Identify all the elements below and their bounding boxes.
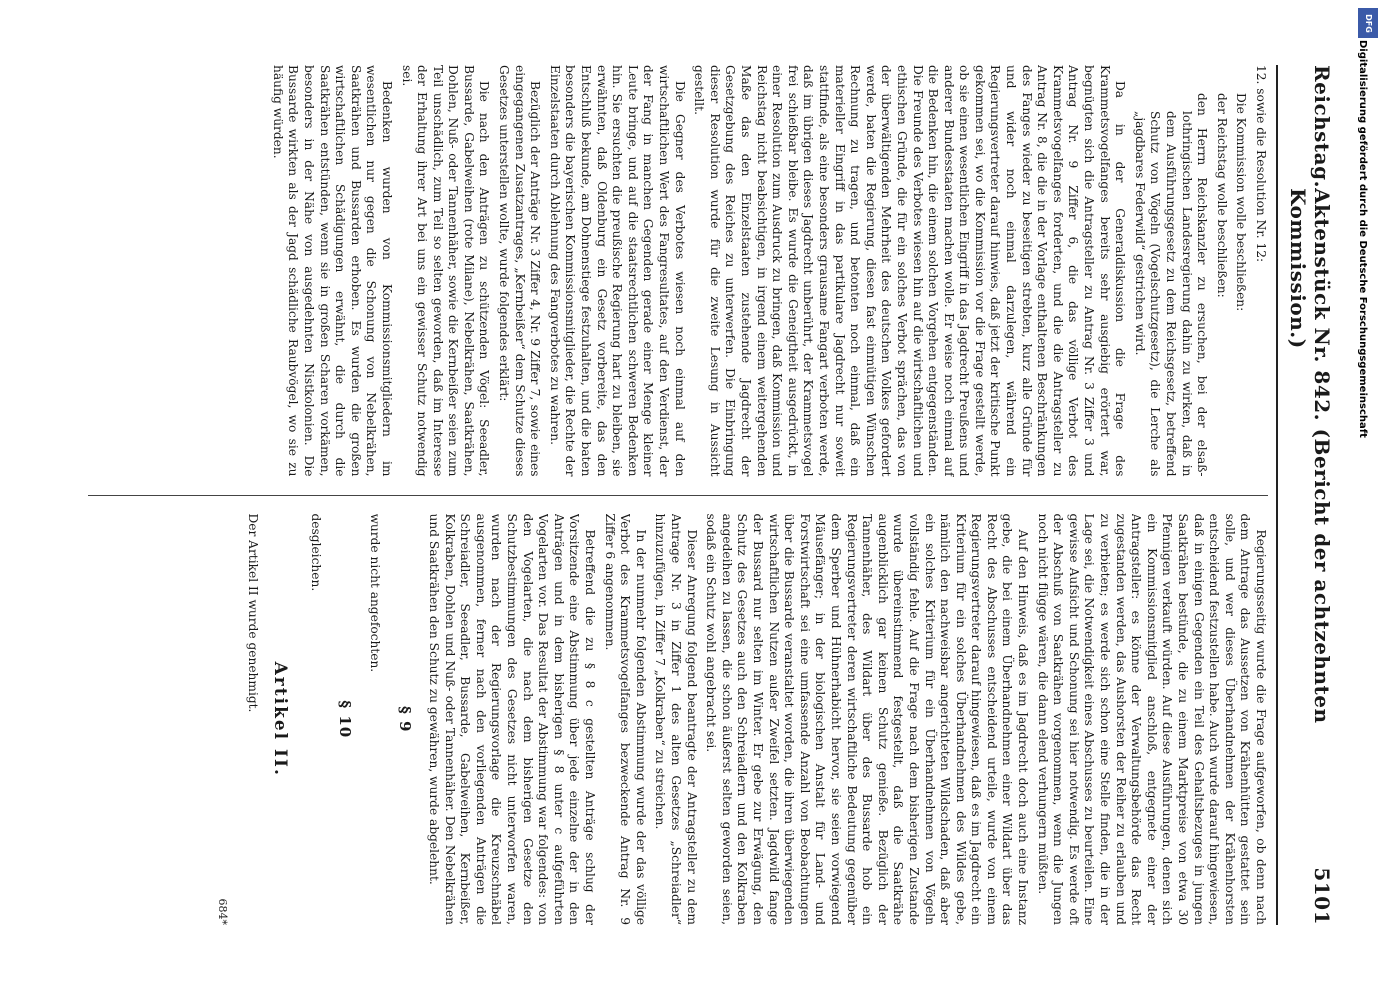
paragraph: Auf den Hinweis, daß es im Jagdrecht doch auch eine Instanz gebe, die bei einem Überhandnehmen einer Wildart über das Recht des Abschusses entscheidend urteile, wurde von einem Regierungsvertreter darauf hingewiesen, daß es im Jagdrecht ein Kriterium für ein solches Überhandnehmen des Wildes gebe, nämlich den nachweisbar angerichteten Wildschaden, daß aber ein solches Kriterium für ein Überhandnehmen von Vögeln vollständig fehle. Auf die Frage nach dem bisherigen Zustande wurde übereinstimmend festgestellt, daß die Saatkrähe augenblicklich gar keinen Schutz genieße. Bezüglich der Tannenhäher, des Wildart über des Bussarde hob ein Regierungsvertreter deren wirtschaftliche Bedeutung gegenüber dem Sperber und Hühnerhabicht hervor, sie seien vorwiegend Mäusefänger; in der biologischen Anstalt für Land- und Forstwirtschaft sei eine umfassende Anzahl von Beobachtungen über die Bussarde veranstaltet worden, die ihren überwiegenden wirtschaftlichen Nutzen außer Zweifel setzten. Jagdwild fange der Bussard nur selten im Winter. Er gebe zur Erwägung, den Schutz des Gesetzes auch den Schreiadlern und den Kolkraben angedeihen zu lassen, die schon äußerst selten geworden seien, sodaß ein Schutz wohl angebracht sei. (704, 513, 1031, 925)
document-page (70, 55, 1340, 935)
paragraph: den Herrn Reichskanzler zu ersuchen, bei der elsaß-lothringischen Landesregierung dahin zu wirken, daß in dem Ausführungsgesetz zu dem Reichsgesetz, betreffend Schutz von Vögeln (Vogelschutzgesetz), die Lerche als „jagdbares Federwild“ gestrichen wird. (1132, 93, 1210, 477)
paragraph: Da in der Generaldiskussion die Frage des Krammetsvogelfanges bereits sehr ausgiebig erörtert war, begnügten sich die Antragsteller zu Antrag Nr. 3 Ziffer 3 und Antrag Nr. 9 Ziffer 6, die das völlige Verbot des Krammetsvogelfanges forderten, und die die Antragsteller zu Antrag Nr. 8, die die in der Vorlage enthaltenen Beschränkungen des Fanges wieder zu beseitigen strebten, kurz alle Gründe für und wider noch einmal darzulegen, während ein Regierungsvertreter darauf hinwies, daß jetzt der kritische Punkt gekommen sei, wo die Kommission vor die Frage gestellt werde, ob sie einen wesentlichen Eingriff in das Jagdrecht Preußens und anderer Bundesstaaten machen wolle. Er weise noch einmal auf die Bedenken hin, die einem solchen Vorgehen entgegenständen. Die Freunde des Verbotes wiesen hin auf die wirtschaftlichen und ethischen Gründe, die für ein solches Verbot sprächen, das von der überwältigenden Mehrheit des deutschen Volkes gefordert werde, baten die Regierung, diesen fast einmütigen Wünschen Rechnung zu tragen, und betonten noch einmal, daß ein materieller Eingriff in das partikulare Jagdrecht nur soweit stattfinde, als eine besonders grausame Fangart verboten werde, daß im übrigen dieses Jagdrecht unberührt, der Krammetsvogel frei schießbar bleibe. Es wurde die Geneigtheit ausgedrückt, in einer Resolution zum Ausdruck zu bringen, daß Kommission und Reichstag nicht beabsichtigen, in irgend einem weitergehenden Maße das den Einzelstaaten zustehende Jagdrecht der Gesetzgebung des Reiches zu unterwerfen. Die Einbringung dieser Resolution wurde für die zweite Lesung in Aussicht gestellt. (692, 65, 1128, 477)
signature-mark: 684* (215, 898, 229, 925)
paragraph: Die nach den Anträgen zu schützenden Vögel: Seeadler, Bussarde, Gabelweihen (rote Milane), Nebelkrähen, Saatkrähen, Dohlen, Nuß- oder Tannenhäher, sowie die Kernbeißer seien zum Teil unschädlich, zum Teil so selten geworden, daß im Interesse der Erhaltung ihrer Art bei uns ein gewisser Schutz notwendig sei. (399, 65, 492, 477)
section-heading: § 10 (336, 700, 355, 739)
paragraph: Bedenken wurden von Kommissionsmitgliedern im wesentlichen nur gegen die Schonung von Nebelkrähen, Saatkrähen und Bussarden erhoben. Es wurden die großen wirtschaftlichen Schädigungen erwähnt, die durch die Saatkrähen entstünden, wenn sie in großen Scharen vorkämen, besonders in der Nähe von ausgedehnten Nistkolonien. Die Bussarde wirkten als der Jagd schädliche Raubvögel, wo sie zu häufig würden. (270, 65, 394, 477)
paragraph: Bezüglich der Anträge Nr. 3 Ziffer 4, Nr. 9 Ziffer 7, sowie eines eingegangenen Zusatzantrages, „Kernbeißer“ dem Schutze dieses Gesetzes unterstellen wollte, wurde folgendes erklärt: (497, 65, 543, 477)
left-column (88, 65, 1268, 477)
article-heading: Artikel II. (270, 661, 291, 777)
paragraph: Die Kommission wolle beschließen: (1234, 93, 1249, 312)
paragraph: Betreffend die zu § 8 c gestellten Anträge schlug der Vorsitzende eine Abstimmung über jede einzelne der in den Anträgen und in dem bisherigen § 8 unter c aufgeführten Vogelarten vor. Das Resultat der Abstimmung war folgendes: von den Vogelarten, die nach dem bisherigen Gesetze den Schutzbestimmungen des Gesetzes nicht unterworfen waren, wurden nach der Regierungsvorlage die Kreuzschnäbel ausgenommen, ferner nach den vorliegenden Anträgen die Schreiadler, Seeadler, Bussarde, Gabelweihen, Kernbeißer, Kolkraben, Dohlen und Nuß- oder Tannenhäher. Den Nebelkrähen und Saatkrähen den Schutz zu gewähren, wurde abgelehnt. (427, 513, 598, 925)
dfg-logo (1358, 8, 1378, 38)
paragraph: wurde nicht angefochten. (367, 513, 382, 673)
header-left: Reichstag. (1310, 65, 1334, 189)
right-column (88, 514, 1268, 926)
dfg-logo-text: DFG (1363, 13, 1373, 33)
header-title: Aktenstück Nr. 842. (Bericht der achtzehnten Kommission.) (1286, 188, 1334, 724)
column-divider (88, 495, 1268, 496)
paragraph: Dieser Anregung folgend beantragte der Antragsteller zu dem Antrage Nr. 3 in Ziffer 1 des alten Gesetzes „Schreiadler“ hinzuzufügen, in Ziffer 7 „Kolkraben“ zu streichen. (653, 513, 699, 925)
paragraph: Die Gegner des Verbotes wiesen noch einmal auf den wirtschaftlichen Wert des Fangresultates, auf den Verdienst, der der Fang in manchen Gegenden gerade einer Menge kleiner Leute bringe, und auf die staatsrechtlichen schweren Bedenken hin. Sie ersuchten die preußische Regierung hart zu bleiben, sie erwähnten, daß Oldenburg ein Gesetz vorbereite, das den Entschluß bekunde, am Dohnenstiege festzuhalten, und die baten besonders die bayerischen Kommissionsmitglieder, die Rechte der Einzelstaaten durch Ablehnung des Fangverbotes zu wahren. (547, 65, 687, 477)
paragraph: desgleichen. (308, 513, 323, 592)
digitisation-note: Digitalisierung gefördert durch die Deutsche Forschungsgemeinschaft (1357, 40, 1368, 438)
paragraph: 12. sowie die Resolution Nr. 12: (1254, 65, 1268, 263)
paragraph: der Reichstag wolle beschließen: (1214, 93, 1229, 298)
paragraph: Regierungsseitig wurde die Frage aufgeworfen, ob denn nach dem Antrage das Aussetzen von Krähenhütten gestattet sein solle, und wer dieses Überhandnehmen der Krähenhorsten entscheidend festzustellen habe. Auch wurde darauf hingewiesen, daß in einigen Gegenden ein Teil des Gehaltsbezuges in jungen Saatkrähen bestünde, die zu einem Marktpreise von etwa 30 Pfennigen verkauft würden. Auf diese Ausführungen, denen sich ein Kommissionsmitglied anschloß, entgegnete einer der Antragsteller: es könne der Verwaltungsbehörde das Recht zugestanden werden, das Aushorsten der Reiher zu erlauben und zu verbieten; es werde sich schon eine Stelle finden, die in der Lage sei, die Notwendigkeit eines Abschusses zu beurteilen. Eine gewisse Aufsicht und Schonung sei hier notwendig. Es werde oft der Abschuß von Saatkrähen vorgenommen, wenn die Jungen noch nicht flügge wären, die dann elend verhungern müßten. (1035, 513, 1268, 925)
paragraph: Der Artikel II wurde genehmigt. (245, 513, 260, 713)
section-heading: § 9 (395, 705, 414, 733)
running-head (1276, 65, 1340, 925)
paragraph: In der nunmehr folgenden Abstimmung wurde der das völlige Verbot des Krammetsvogelfanges bezweckende Antrag Nr. 9 Ziffer 6 angenommen. (602, 513, 648, 925)
page-number: 5101 (1310, 867, 1334, 925)
